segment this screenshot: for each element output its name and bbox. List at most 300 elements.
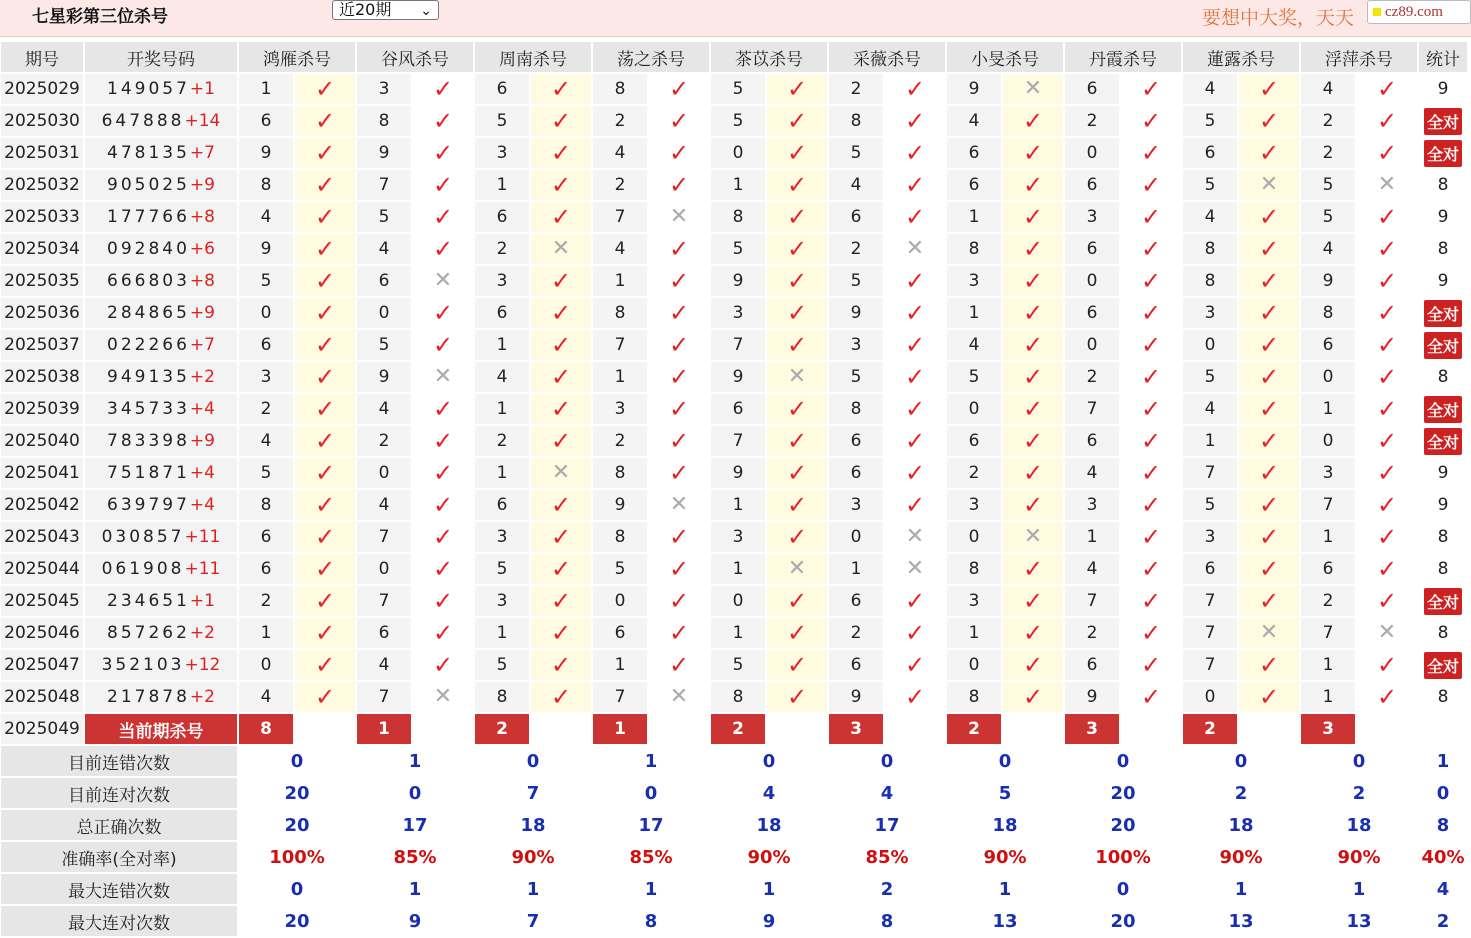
- kill-number: 7: [711, 330, 767, 362]
- kill-number: 8: [947, 554, 1003, 586]
- special-number: +4: [189, 495, 215, 515]
- stats-value: 0: [947, 746, 1065, 778]
- stats-value: 18: [1183, 810, 1301, 842]
- check-icon: [295, 138, 357, 170]
- check-icon: [531, 394, 593, 426]
- kill-number: 9: [1301, 266, 1357, 298]
- check-icon: [885, 74, 947, 106]
- check-icon: ✓: [786, 650, 808, 679]
- check-icon: ✓: [1376, 458, 1398, 487]
- table-row: [1, 650, 1469, 682]
- kill-number: 8: [711, 682, 767, 714]
- cross-icon: [1357, 170, 1419, 202]
- check-icon: [295, 618, 357, 650]
- check-icon: ✓: [668, 426, 690, 455]
- check-icon: [767, 426, 829, 458]
- kill-number: 8: [947, 234, 1003, 266]
- kill-number: 2: [829, 618, 885, 650]
- kill-number: 1: [711, 490, 767, 522]
- site-badge[interactable]: [1367, 0, 1471, 24]
- cross-icon: [1357, 618, 1419, 650]
- kill-number: 8: [711, 202, 767, 234]
- check-icon: [1003, 170, 1065, 202]
- check-icon: ✓: [1022, 362, 1044, 391]
- kill-number: 3: [1301, 458, 1357, 490]
- check-icon: ✓: [904, 138, 926, 167]
- check-icon: ✓: [432, 170, 454, 199]
- check-icon: ✓: [1140, 106, 1162, 135]
- check-icon: ✓: [1022, 106, 1044, 135]
- check-icon: [885, 202, 947, 234]
- check-icon: [1003, 362, 1065, 394]
- check-icon: [413, 234, 475, 266]
- check-icon: [1003, 234, 1065, 266]
- stats-value: 5: [947, 778, 1065, 810]
- table-row: [1, 426, 1469, 458]
- cross-icon: ✕: [1023, 524, 1043, 549]
- check-icon: [413, 426, 475, 458]
- check-icon: [649, 618, 711, 650]
- kill-number: 3: [475, 522, 531, 554]
- check-icon: ✓: [1022, 266, 1044, 295]
- check-icon: ✓: [668, 298, 690, 327]
- check-icon: [885, 170, 947, 202]
- check-icon: [413, 106, 475, 138]
- check-icon: [649, 298, 711, 330]
- current-kill-label: 当前期杀号: [85, 714, 239, 746]
- check-icon: ✓: [1376, 234, 1398, 263]
- check-icon: ✓: [314, 490, 336, 519]
- check-icon: [1003, 554, 1065, 586]
- stats-label: 目前连对次数: [1, 778, 239, 810]
- stats-value: 90%: [711, 842, 829, 874]
- cross-icon: ✕: [433, 268, 453, 293]
- row-stat: 9: [1419, 202, 1469, 234]
- check-icon: ✓: [904, 426, 926, 455]
- kill-number-table: [1, 42, 1469, 938]
- kill-number: 1: [239, 74, 295, 106]
- special-number: +6: [189, 239, 215, 259]
- check-icon: [885, 138, 947, 170]
- kill-number: 5: [1183, 170, 1239, 202]
- check-icon: ✓: [1376, 682, 1398, 711]
- check-icon: ✓: [550, 202, 572, 231]
- slogan-text: 要想中大奖，天天: [1202, 8, 1355, 29]
- issue-number: 2025034: [1, 234, 85, 266]
- check-icon: [1003, 394, 1065, 426]
- kill-number: 2: [829, 234, 885, 266]
- check-icon: ✓: [1376, 138, 1398, 167]
- empty-cell: [1121, 714, 1183, 746]
- check-icon: [413, 138, 475, 170]
- kill-number: 1: [947, 298, 1003, 330]
- kill-number: 0: [947, 522, 1003, 554]
- column-header: 谷风杀号: [357, 42, 475, 74]
- kill-number: 3: [711, 298, 767, 330]
- stats-value: 2: [829, 874, 947, 906]
- stats-value: 1: [1183, 874, 1301, 906]
- check-icon: [1121, 74, 1183, 106]
- kill-number: 5: [1301, 202, 1357, 234]
- table-row: [1, 106, 1469, 138]
- kill-number: 4: [593, 138, 649, 170]
- cross-icon: [413, 266, 475, 298]
- check-icon: [885, 458, 947, 490]
- stats-value: 90%: [947, 842, 1065, 874]
- check-icon: ✓: [786, 106, 808, 135]
- check-icon: [413, 458, 475, 490]
- draw-digits: 284865: [107, 303, 190, 323]
- check-icon: [295, 490, 357, 522]
- special-number: +9: [189, 303, 215, 323]
- check-icon: ✓: [314, 74, 336, 103]
- stats-value: 8: [829, 906, 947, 938]
- row-stat: [1419, 650, 1469, 682]
- check-icon: [1239, 682, 1301, 714]
- check-icon: [1121, 618, 1183, 650]
- check-icon: ✓: [1140, 330, 1162, 359]
- check-icon: ✓: [432, 298, 454, 327]
- check-icon: [1121, 586, 1183, 618]
- check-icon: ✓: [1376, 394, 1398, 423]
- stats-value: 0: [1065, 874, 1183, 906]
- kill-number: 7: [1301, 490, 1357, 522]
- kill-number: 0: [357, 458, 413, 490]
- check-icon: ✓: [432, 490, 454, 519]
- check-icon: ✓: [550, 298, 572, 327]
- kill-number: 5: [947, 362, 1003, 394]
- empty-cell: [767, 714, 829, 746]
- current-kill-number: 3: [829, 714, 885, 746]
- check-icon: [413, 394, 475, 426]
- kill-number: 1: [593, 266, 649, 298]
- check-icon: [531, 298, 593, 330]
- check-icon: [531, 170, 593, 202]
- check-icon: ✓: [1022, 170, 1044, 199]
- check-icon: ✓: [1376, 330, 1398, 359]
- cross-icon: [413, 682, 475, 714]
- kill-number: 1: [947, 618, 1003, 650]
- check-icon: ✓: [668, 618, 690, 647]
- stats-value: 4: [829, 778, 947, 810]
- check-icon: [649, 106, 711, 138]
- kill-number: 8: [593, 458, 649, 490]
- kill-number: 1: [475, 458, 531, 490]
- kill-number: 4: [1183, 394, 1239, 426]
- stats-label: 准确率(全对率): [1, 842, 239, 874]
- issue-number: 2025048: [1, 682, 85, 714]
- check-icon: [1239, 266, 1301, 298]
- issue-number: 2025042: [1, 490, 85, 522]
- check-icon: [1357, 106, 1419, 138]
- check-icon: ✓: [668, 522, 690, 551]
- stats-value: 1: [1301, 874, 1419, 906]
- kill-number: 1: [1183, 426, 1239, 458]
- draw-numbers: [85, 202, 239, 234]
- empty-cell: [1419, 714, 1469, 746]
- stats-value: 20: [1065, 906, 1183, 938]
- check-icon: ✓: [786, 490, 808, 519]
- current-kill-number: 2: [475, 714, 531, 746]
- check-icon: ✓: [1022, 426, 1044, 455]
- check-icon: [767, 106, 829, 138]
- stats-total: 8: [1419, 810, 1469, 842]
- kill-number: 1: [475, 394, 531, 426]
- check-icon: ✓: [1140, 362, 1162, 391]
- row-stat: 9: [1419, 458, 1469, 490]
- check-icon: ✓: [1022, 490, 1044, 519]
- kill-number: 8: [593, 74, 649, 106]
- check-icon: [295, 202, 357, 234]
- stats-value: 90%: [475, 842, 593, 874]
- row-stat: 8: [1419, 170, 1469, 202]
- check-icon: ✓: [1376, 202, 1398, 231]
- kill-number: 1: [475, 170, 531, 202]
- kill-number: 4: [1301, 234, 1357, 266]
- all-correct-badge: 全对: [1424, 396, 1462, 423]
- check-icon: ✓: [432, 74, 454, 103]
- check-icon: [649, 138, 711, 170]
- kill-number: 4: [947, 330, 1003, 362]
- kill-number: 2: [829, 74, 885, 106]
- draw-numbers: [85, 106, 239, 138]
- kill-number: 6: [1065, 74, 1121, 106]
- check-icon: [885, 394, 947, 426]
- check-icon: ✓: [904, 202, 926, 231]
- check-icon: [649, 522, 711, 554]
- kill-number: 8: [1183, 266, 1239, 298]
- kill-number: 2: [1301, 138, 1357, 170]
- check-icon: ✓: [1258, 426, 1280, 455]
- empty-cell: [1239, 714, 1301, 746]
- stats-value: 90%: [1301, 842, 1419, 874]
- special-number: +12: [184, 655, 221, 675]
- check-icon: ✓: [550, 522, 572, 551]
- cross-icon: ✕: [1377, 172, 1397, 197]
- check-icon: ✓: [550, 362, 572, 391]
- check-icon: ✓: [1140, 266, 1162, 295]
- cross-icon: [767, 554, 829, 586]
- check-icon: [767, 202, 829, 234]
- stats-value: 18: [947, 810, 1065, 842]
- kill-number: 3: [1183, 298, 1239, 330]
- row-stat: [1419, 330, 1469, 362]
- draw-numbers: [85, 426, 239, 458]
- draw-digits: 149057: [107, 79, 190, 99]
- special-number: +9: [189, 175, 215, 195]
- check-icon: [413, 650, 475, 682]
- issue-number: 2025044: [1, 554, 85, 586]
- row-stat: 8: [1419, 618, 1469, 650]
- issue-number: 2025032: [1, 170, 85, 202]
- current-kill-number: 8: [239, 714, 295, 746]
- draw-digits: 783398: [107, 431, 190, 451]
- stats-value: 17: [593, 810, 711, 842]
- kill-number: 4: [475, 362, 531, 394]
- check-icon: ✓: [786, 618, 808, 647]
- check-icon: ✓: [786, 586, 808, 615]
- stats-value: 2: [1301, 778, 1419, 810]
- check-icon: ✓: [668, 394, 690, 423]
- check-icon: ✓: [314, 394, 336, 423]
- check-icon: [295, 682, 357, 714]
- special-number: +4: [189, 399, 215, 419]
- kill-number: 8: [1183, 234, 1239, 266]
- row-stat: [1419, 298, 1469, 330]
- stats-value: 18: [1301, 810, 1419, 842]
- special-number: +1: [189, 591, 215, 611]
- special-number: +9: [189, 431, 215, 451]
- table-header-row: [1, 42, 1469, 74]
- kill-number: 6: [1065, 298, 1121, 330]
- kill-number: 6: [829, 650, 885, 682]
- check-icon: ✓: [786, 74, 808, 103]
- table-row: [1, 74, 1469, 106]
- special-number: +8: [189, 271, 215, 291]
- check-icon: [1121, 202, 1183, 234]
- table-row: [1, 266, 1469, 298]
- check-icon: ✓: [314, 138, 336, 167]
- stats-value: 1: [357, 746, 475, 778]
- column-header: 期号: [1, 42, 85, 74]
- check-icon: [649, 362, 711, 394]
- stats-value: 0: [1065, 746, 1183, 778]
- check-icon: ✓: [904, 490, 926, 519]
- check-icon: [1357, 266, 1419, 298]
- check-icon: [649, 458, 711, 490]
- check-icon: ✓: [668, 330, 690, 359]
- kill-number: 8: [593, 522, 649, 554]
- cross-icon: [1239, 618, 1301, 650]
- period-select[interactable]: [332, 0, 439, 20]
- draw-digits: 177766: [107, 207, 190, 227]
- stats-value: 0: [1301, 746, 1419, 778]
- row-stat: 8: [1419, 554, 1469, 586]
- special-number: +4: [189, 463, 215, 483]
- kill-number: 7: [357, 170, 413, 202]
- check-icon: [531, 266, 593, 298]
- check-icon: ✓: [1022, 330, 1044, 359]
- check-icon: [1121, 650, 1183, 682]
- kill-number: 2: [947, 458, 1003, 490]
- check-icon: [1003, 682, 1065, 714]
- check-icon: ✓: [1376, 298, 1398, 327]
- row-stat: 9: [1419, 490, 1469, 522]
- cross-icon: ✕: [1377, 620, 1397, 645]
- table-row: [1, 682, 1469, 714]
- kill-number: 5: [711, 106, 767, 138]
- kill-number: 6: [711, 394, 767, 426]
- kill-number: 6: [239, 106, 295, 138]
- check-icon: [531, 426, 593, 458]
- all-correct-badge: 全对: [1424, 108, 1462, 135]
- kill-number: 8: [829, 394, 885, 426]
- kill-number: 3: [947, 586, 1003, 618]
- kill-number: 1: [711, 618, 767, 650]
- kill-number: 4: [357, 490, 413, 522]
- row-stat: [1419, 106, 1469, 138]
- kill-number: 9: [829, 298, 885, 330]
- kill-number: 5: [829, 266, 885, 298]
- check-icon: ✓: [1140, 490, 1162, 519]
- draw-numbers: [85, 394, 239, 426]
- issue-number: 2025033: [1, 202, 85, 234]
- kill-number: 6: [1065, 426, 1121, 458]
- kill-number: 3: [947, 266, 1003, 298]
- check-icon: [885, 618, 947, 650]
- row-stat: 8: [1419, 362, 1469, 394]
- check-icon: [767, 298, 829, 330]
- stats-value: 1: [947, 874, 1065, 906]
- check-icon: ✓: [786, 394, 808, 423]
- check-icon: [1357, 74, 1419, 106]
- check-icon: ✓: [1258, 266, 1280, 295]
- check-icon: ✓: [1140, 298, 1162, 327]
- check-icon: ✓: [1258, 202, 1280, 231]
- kill-number: 2: [1301, 106, 1357, 138]
- check-icon: [885, 298, 947, 330]
- stats-value: 13: [1183, 906, 1301, 938]
- draw-digits: 666803: [107, 271, 190, 291]
- kill-number: 0: [239, 298, 295, 330]
- kill-number: 3: [829, 330, 885, 362]
- check-icon: [295, 394, 357, 426]
- kill-number: 1: [593, 362, 649, 394]
- issue-number: 2025040: [1, 426, 85, 458]
- check-icon: [649, 330, 711, 362]
- check-icon: [1239, 362, 1301, 394]
- kill-number: 5: [593, 554, 649, 586]
- check-icon: ✓: [904, 106, 926, 135]
- stats-value: 1: [593, 874, 711, 906]
- cross-icon: [649, 202, 711, 234]
- column-header: 采薇杀号: [829, 42, 947, 74]
- all-correct-badge: 全对: [1424, 652, 1462, 679]
- check-icon: [885, 266, 947, 298]
- check-icon: ✓: [550, 682, 572, 711]
- check-icon: ✓: [1258, 586, 1280, 615]
- check-icon: [295, 522, 357, 554]
- table-row: [1, 202, 1469, 234]
- check-icon: [1239, 394, 1301, 426]
- check-icon: [1003, 586, 1065, 618]
- check-icon: [413, 554, 475, 586]
- issue-number: 2025039: [1, 394, 85, 426]
- kill-number: 3: [1065, 202, 1121, 234]
- all-correct-badge: 全对: [1424, 588, 1462, 615]
- check-icon: ✓: [550, 394, 572, 423]
- kill-number: 4: [239, 682, 295, 714]
- check-icon: [1239, 330, 1301, 362]
- empty-cell: [1003, 714, 1065, 746]
- stats-value: 20: [1065, 810, 1183, 842]
- stats-value: 17: [829, 810, 947, 842]
- check-icon: ✓: [668, 266, 690, 295]
- stats-row: [1, 906, 1469, 938]
- table-row: [1, 618, 1469, 650]
- check-icon: [413, 170, 475, 202]
- check-icon: [1003, 426, 1065, 458]
- check-icon: ✓: [314, 106, 336, 135]
- kill-number: 2: [1065, 106, 1121, 138]
- kill-number: 6: [1183, 554, 1239, 586]
- kill-number: 0: [357, 298, 413, 330]
- stats-row: [1, 874, 1469, 906]
- check-icon: [885, 362, 947, 394]
- kill-number: 2: [1301, 586, 1357, 618]
- stats-value: 0: [475, 746, 593, 778]
- table-row: [1, 490, 1469, 522]
